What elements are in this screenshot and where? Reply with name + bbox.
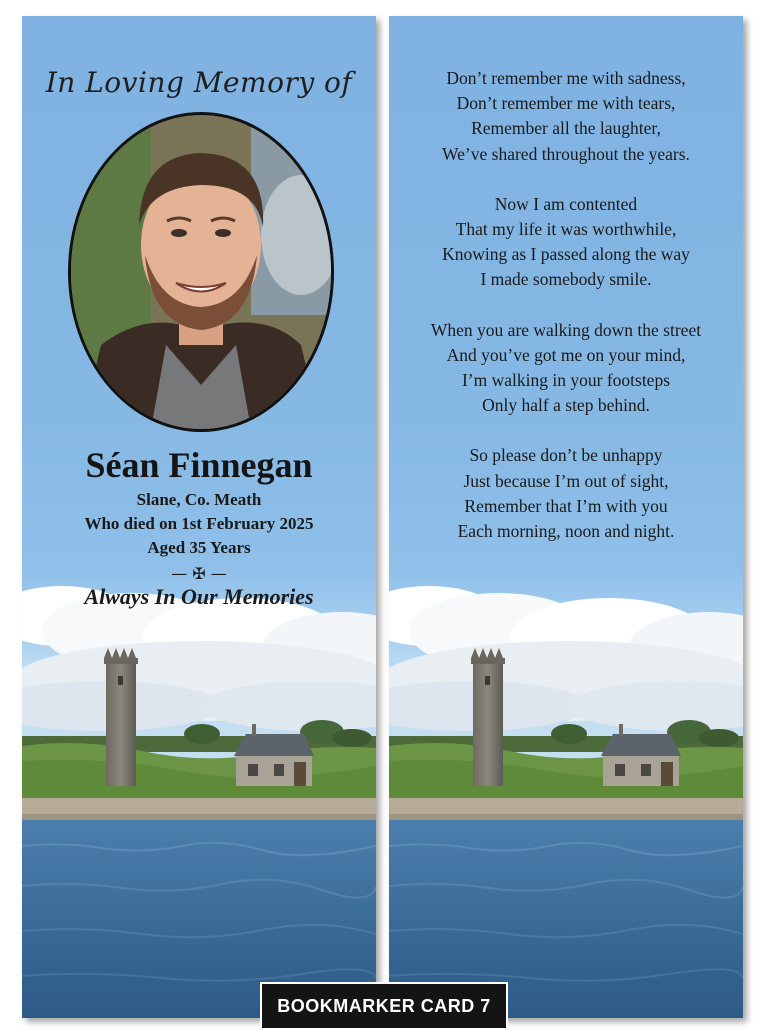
poem-stanza bbox=[389, 443, 743, 544]
poem-line: Only half a step behind. bbox=[482, 395, 650, 416]
location-text: Slane, Co. Meath bbox=[136, 490, 262, 509]
poem-line: Now I am contented bbox=[494, 193, 638, 214]
poem-line: Just because I’m out of sight, bbox=[463, 470, 669, 491]
poem-line: Remember all the laughter, bbox=[471, 118, 661, 139]
poem-line: When you are walking down the street bbox=[430, 319, 702, 340]
poem-line: I made somebody smile. bbox=[480, 269, 652, 290]
poem-line: Knowing as I passed along the way bbox=[442, 244, 690, 265]
poem-line: Remember that I’m with you bbox=[464, 495, 668, 516]
memorial-bookmark-front bbox=[22, 16, 376, 1018]
poem-line: We’ve shared throughout the years. bbox=[442, 143, 690, 164]
poem-line: Don’t remember me with sadness, bbox=[446, 68, 686, 88]
poem-line: So please don’t be unhappy bbox=[469, 445, 663, 466]
deceased-name: Séan Finnegan bbox=[85, 445, 313, 485]
poem-stanza bbox=[389, 318, 743, 419]
poem-line: And you’ve got me on your mind, bbox=[446, 344, 686, 365]
in-loving-memory-heading: In Loving Memory of bbox=[45, 66, 353, 99]
poem-stanza bbox=[389, 66, 743, 167]
portrait-photo bbox=[68, 112, 334, 432]
poem-line: Each morning, noon and night. bbox=[457, 521, 675, 542]
portrait-illustration bbox=[71, 115, 331, 429]
memorial-motto: Always In Our Memories bbox=[84, 584, 314, 609]
poem-stanza bbox=[389, 192, 743, 293]
poem-line: Don’t remember me with tears, bbox=[456, 93, 676, 114]
date-of-death-text: Who died on 1st February 2025 bbox=[84, 514, 314, 533]
memorial-bookmark-back bbox=[389, 16, 743, 1018]
memorial-poem bbox=[389, 66, 743, 569]
age-text: Aged 35 Years bbox=[147, 538, 251, 557]
poem-line: I’m walking in your footsteps bbox=[461, 370, 671, 391]
product-caption-label: BOOKMARKER CARD 7 bbox=[260, 982, 508, 1030]
cross-ornament-icon: — ✠ — bbox=[171, 564, 227, 583]
poem-line: That my life it was worthwhile, bbox=[455, 219, 677, 240]
